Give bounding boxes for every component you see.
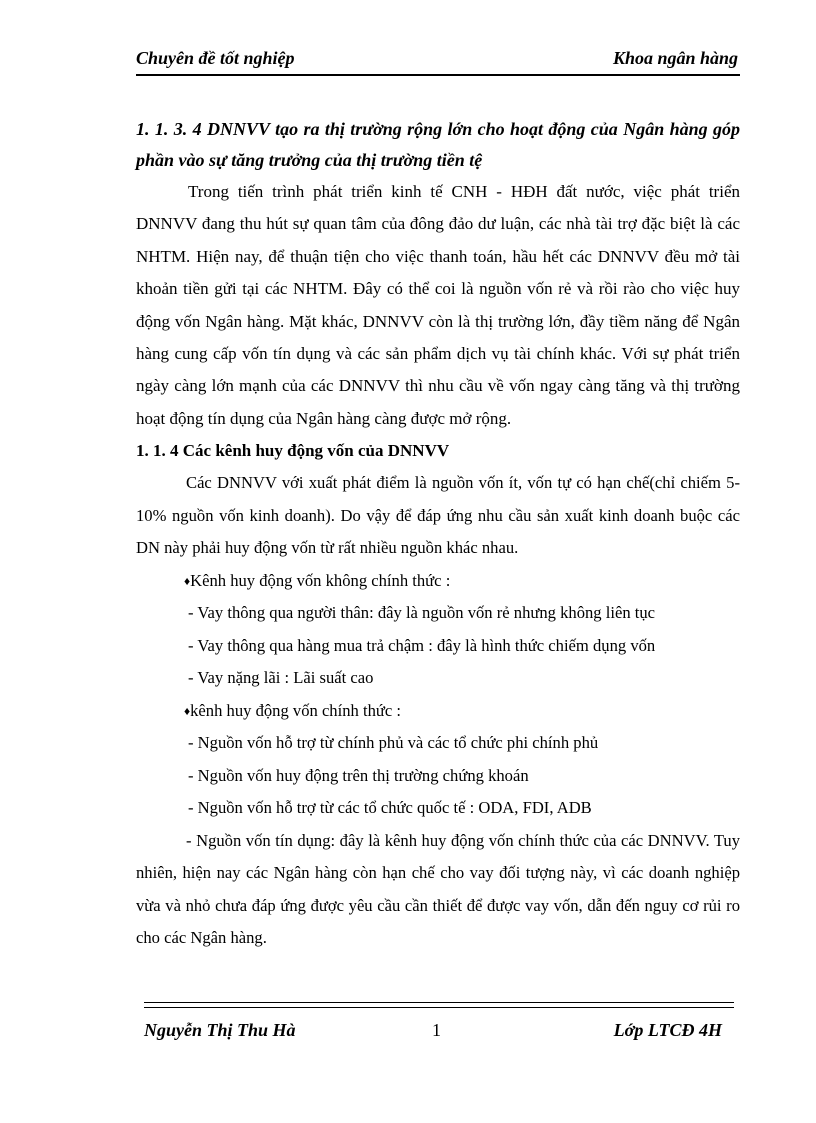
header-divider: [136, 74, 740, 76]
footer-divider-top: [144, 1002, 734, 1003]
list-item: - Nguồn vốn hỗ trợ từ chính phủ và các tổ chức phi chính phủ: [188, 733, 599, 753]
list-item: - Nguồn vốn huy động trên thị trường chứng khoán: [188, 765, 529, 785]
section-intro-1-1-4: Các DNNVV với xuất phát điểm là nguồn vốn ít, vốn tự có hạn chế(chỉ chiếm 5-10% nguồn vốn kinh doanh). Do vậy để đáp ứng nhu cầu sản xuất kinh doanh buộc các DN này phải huy động vốn từ rất nhiều nguồn khác nhau.: [136, 473, 740, 558]
header-document-type: Chuyên đề tốt nghiệp: [136, 48, 295, 68]
page-body: [136, 114, 740, 955]
section-paragraph-1-1-3-4: Trong tiến trình phát triển kinh tế CNH - HĐH đất nước, việc phát triển DNNVV đang thu hút sự quan tâm của đông đảo dư luận, các nhà tài trợ đặc biệt là các NHTM. Hiện nay, để thuận tiện cho việc thanh toán, hầu hết các DNNVV đều mở tài khoản tiền gửi tại các NHTM. Đây có thể coi là nguồn vốn rẻ và rồi rào cho việc huy động vốn Ngân hàng. Mặt khác, DNNVV còn là thị trường lớn, đầy tiềm năng để Ngân hàng cung cấp vốn tín dụng và các sản phẩm dịch vụ tài chính khác. Với sự phát triển ngày càng lớn mạnh của các DNNVV thì nhu cầu về vốn ngay càng tăng và thị trường hoạt động tín dụng của Ngân hàng càng được mở rộng.: [136, 182, 740, 428]
list-item: - Vay nặng lãi : Lãi suất cao: [188, 668, 374, 688]
informal-channels-title: [136, 565, 740, 598]
diamond-bullet-icon: ♦: [184, 703, 191, 718]
header-department: Khoa ngân hàng: [612, 48, 738, 68]
footer-author: Nguyễn Thị Thu Hà: [144, 1020, 296, 1040]
list-item: - Nguồn vốn hỗ trợ từ các tổ chức quốc tế : ODA, FDI, ADB: [188, 798, 592, 818]
page-number: 1: [432, 1020, 441, 1040]
list-item: - Vay thông qua hàng mua trả chậm : đây là hình thức chiếm dụng vốn: [188, 635, 656, 655]
page-footer: [144, 1020, 734, 1046]
diamond-bullet-icon: ♦: [184, 573, 191, 588]
credit-source-paragraph: - Nguồn vốn tín dụng: đây là kênh huy động vốn chính thức của các DNNVV. Tuy nhiên, hiện nay các Ngân hàng còn hạn chế cho vay đối tượng này, vì các doanh nghiệp vừa và nhỏ chưa đáp ứng được yêu cầu cần thiết để được vay vốn, dẫn đến nguy cơ rủi ro cho các Ngân hàng.: [136, 830, 740, 948]
formal-channels-title: [136, 695, 740, 728]
footer-divider-bottom: [144, 1007, 734, 1008]
footer-class: Lớp LTCĐ 4H: [613, 1020, 722, 1040]
section-heading-1-1-4: 1. 1. 4 Các kênh huy động vốn của DNNVV: [136, 441, 450, 461]
page-header: [136, 48, 740, 74]
informal-channels-label: Kênh huy động vốn không chính thức :: [190, 570, 451, 590]
formal-channels-label: kênh huy động vốn chính thức :: [190, 700, 401, 720]
list-item: - Vay thông qua người thân: đây là nguồn vốn rẻ nhưng không liên tục: [188, 603, 656, 623]
section-heading-1-1-3-4: 1. 1. 3. 4 DNNVV tạo ra thị trường rộng lớn cho hoạt động của Ngân hàng góp phần vào sự tăng trưởng của thị trường tiền tệ: [136, 119, 740, 170]
